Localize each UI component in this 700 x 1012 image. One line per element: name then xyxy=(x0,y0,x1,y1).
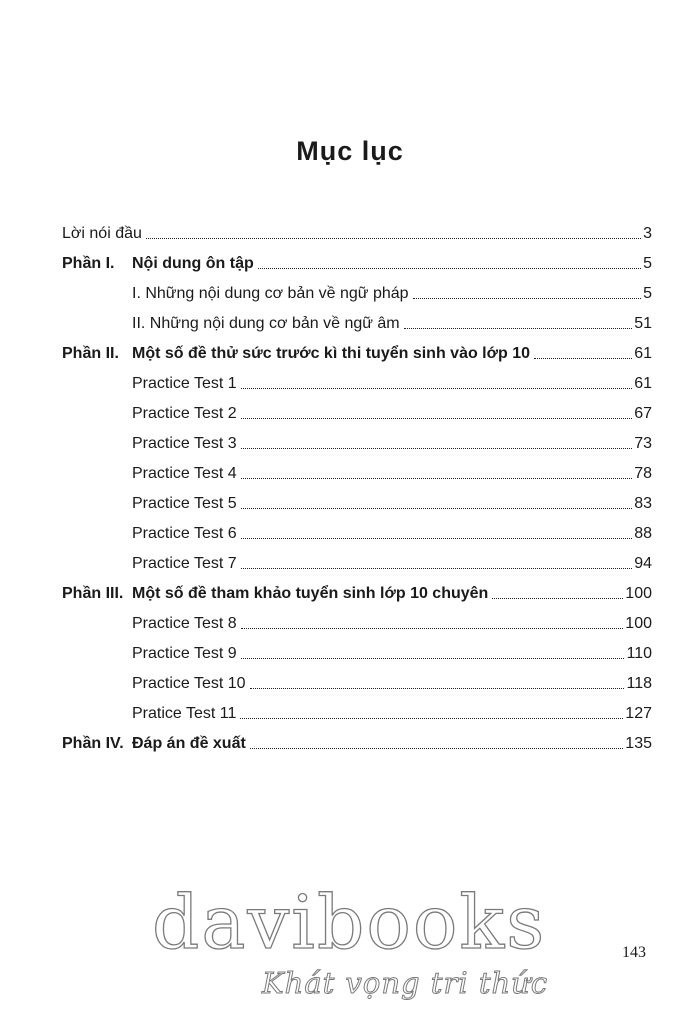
toc-entry-lead xyxy=(62,225,142,243)
toc-entry-lead xyxy=(62,285,409,303)
toc-entry-lead xyxy=(62,375,237,393)
toc-entry xyxy=(62,633,652,663)
dot-leader xyxy=(241,447,633,449)
toc-page-number: 110 xyxy=(626,645,652,662)
toc-entry-title: Practice Test 7 xyxy=(132,555,237,572)
toc-entry xyxy=(62,303,652,333)
toc-entry-title: Đáp án đề xuất xyxy=(132,735,246,752)
toc-entry xyxy=(62,723,652,753)
toc-page-number: 83 xyxy=(634,495,652,512)
toc-page-number: 5 xyxy=(643,255,652,272)
toc-entry xyxy=(62,243,652,273)
toc-entry-title: Practice Test 10 xyxy=(132,675,246,692)
toc-entry-title: Practice Test 8 xyxy=(132,615,237,632)
toc-entry xyxy=(62,423,652,453)
dot-leader xyxy=(241,657,625,659)
toc-entry xyxy=(62,333,652,363)
toc-entry-lead xyxy=(62,405,237,423)
page-title: Mục lục xyxy=(296,136,404,166)
toc-entry-lead xyxy=(62,435,237,453)
toc-page-number: 118 xyxy=(626,675,652,692)
toc-entry xyxy=(62,603,652,633)
watermark-brand: davibooks xyxy=(152,880,547,966)
toc-entry-title: Một số đề tham khảo tuyển sinh lớp 10 chuyên xyxy=(132,585,489,602)
toc-page-number: 127 xyxy=(625,705,652,722)
toc-entry-lead xyxy=(62,465,237,483)
toc-entry-lead xyxy=(62,345,530,363)
toc-entry xyxy=(62,453,652,483)
dot-leader xyxy=(258,267,641,269)
toc-entry xyxy=(62,363,652,393)
toc-entry-lead xyxy=(62,525,237,543)
toc-part-label: Phần III. xyxy=(62,585,124,602)
dot-leader xyxy=(250,747,623,749)
toc-entry-title: Nội dung ôn tập xyxy=(132,255,254,272)
toc-entry-lead xyxy=(62,675,246,693)
toc-entry xyxy=(62,273,652,303)
toc-entry xyxy=(62,543,652,573)
dot-leader xyxy=(241,567,633,569)
dot-leader xyxy=(241,417,633,419)
dot-leader xyxy=(534,357,632,359)
toc-page-number: 3 xyxy=(643,225,652,242)
toc-entry-lead xyxy=(62,255,254,273)
toc-entry-title: Practice Test 4 xyxy=(132,465,237,482)
toc-part-label: Phần I. xyxy=(62,255,115,272)
dot-leader xyxy=(413,297,642,299)
dot-leader xyxy=(250,687,625,689)
toc-entry xyxy=(62,393,652,423)
toc-entry-lead xyxy=(62,735,246,753)
toc-page-number: 100 xyxy=(625,585,652,602)
toc-entry xyxy=(62,483,652,513)
toc-entry-title: I. Những nội dung cơ bản về ngữ pháp xyxy=(132,285,409,302)
toc-entry-title: Practice Test 5 xyxy=(132,495,237,512)
dot-leader xyxy=(241,387,633,389)
toc-page-number: 100 xyxy=(625,615,652,632)
dot-leader xyxy=(241,507,633,509)
toc-entry-title: Practice Test 1 xyxy=(132,375,237,392)
toc-page-number: 88 xyxy=(634,525,652,542)
toc-entry-title: Lời nói đầu xyxy=(62,225,142,242)
dot-leader xyxy=(492,597,623,599)
toc-entry xyxy=(62,213,652,243)
toc-entry-title: Practice Test 9 xyxy=(132,645,237,662)
toc-entry-lead xyxy=(62,315,400,333)
toc-entry-lead xyxy=(62,705,236,723)
dot-leader xyxy=(241,627,624,629)
toc-page-number: 135 xyxy=(625,735,652,752)
toc-entry-title: Practice Test 6 xyxy=(132,525,237,542)
toc-page-number: 51 xyxy=(634,315,652,332)
toc-page-number: 78 xyxy=(634,465,652,482)
toc-entry-title: II. Những nội dung cơ bản về ngữ âm xyxy=(132,315,400,332)
toc-page-number: 73 xyxy=(634,435,652,452)
toc-entry xyxy=(62,663,652,693)
toc-entry-lead xyxy=(62,645,237,663)
toc-entry xyxy=(62,513,652,543)
toc-entry-title: Practice Test 2 xyxy=(132,405,237,422)
page-number: 143 xyxy=(622,944,646,961)
toc-page-number: 94 xyxy=(634,555,652,572)
toc-entry-lead xyxy=(62,495,237,513)
toc-page-number: 61 xyxy=(634,345,652,362)
toc-entry-lead xyxy=(62,615,237,633)
dot-leader xyxy=(241,477,633,479)
watermark-slogan: Khát vọng tri thức xyxy=(262,966,549,1000)
dot-leader xyxy=(241,537,633,539)
toc-entry-lead xyxy=(62,555,237,573)
toc-part-label: Phần II. xyxy=(62,345,119,362)
dot-leader xyxy=(240,717,623,719)
toc-entry xyxy=(62,693,652,723)
toc-entry-title: Pratice Test 11 xyxy=(132,705,237,722)
toc-entry-title: Practice Test 3 xyxy=(132,435,237,452)
toc-entry xyxy=(62,573,652,603)
toc-entry-title: Một số đề thử sức trước kì thi tuyển sinh vào lớp 10 xyxy=(132,345,531,362)
table-of-contents xyxy=(62,213,652,753)
toc-page-number: 5 xyxy=(643,285,652,302)
toc-page-number: 67 xyxy=(634,405,652,422)
toc-page-number: 61 xyxy=(634,375,652,392)
dot-leader xyxy=(146,237,641,239)
dot-leader xyxy=(404,327,633,329)
toc-part-label: Phần IV. xyxy=(62,735,124,752)
toc-entry-lead xyxy=(62,585,488,603)
